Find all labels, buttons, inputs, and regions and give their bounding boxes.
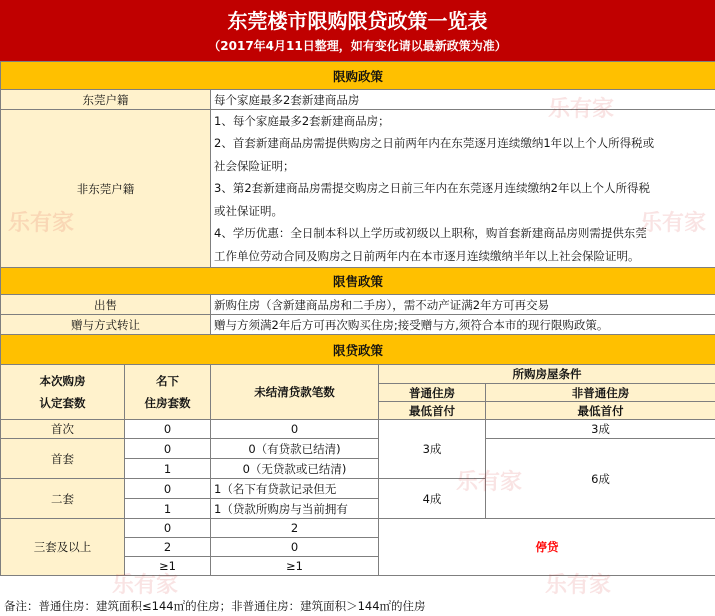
owned-count-header xyxy=(125,365,211,420)
loan-stopped-cell: 停贷 xyxy=(379,519,715,576)
local-value: 每个家庭最多2套新建商品房 xyxy=(211,90,715,110)
watermark-logo: 乐有家 xyxy=(456,470,523,495)
loan-heading: 限贷政策 xyxy=(1,335,715,365)
owned-count-header-line1: 名下 xyxy=(156,374,179,388)
nonlocal-rule-line: 社会保险证明； xyxy=(214,158,295,173)
loan-row-third-a xyxy=(1,519,715,538)
nonlocal-rule-line: 3、第2套新建商品房需提交购房之日前三年内在东莞逐月连续缴纳2年以上个人所得税 xyxy=(214,181,650,196)
local-label: 东莞户籍 xyxy=(1,90,211,110)
nonlocal-rule-line: 4、学历优惠：全日制本科以上学历或初级以上职称，购首套新建商品房则需提供东莞 xyxy=(214,226,647,241)
purchase-heading: 限购政策 xyxy=(1,62,715,90)
nonlocal-row xyxy=(1,110,715,268)
gift-value: 赠与方须满2年后方可再次购买住房;接受赠与方,须符合本市的现行限购政策。 xyxy=(211,315,715,335)
owned-count-cell: 0 xyxy=(125,420,211,439)
nonlocal-rule-line: 工作单位劳动合同及购房之日前两年内在本市逐月连续缴纳半年以上社会保险证明。 xyxy=(214,248,640,263)
first-nonnormal-down: 3成 xyxy=(486,420,715,439)
owned-count-cell: 0 xyxy=(125,479,211,499)
second-normal-down: 4成 xyxy=(379,479,486,519)
unsettled-cell: 0 xyxy=(211,420,379,439)
gift-row xyxy=(1,315,715,335)
nonlocal-rule-line: 1、每个家庭最多2套新建商品房； xyxy=(214,114,390,129)
loan-header-row-1 xyxy=(1,365,715,384)
unsettled-cell: 0（无贷款或已结清) xyxy=(211,459,379,479)
purchase-count-header-line1: 本次购房 xyxy=(39,374,86,388)
policy-table xyxy=(0,61,715,576)
purchase-count-header xyxy=(1,365,125,420)
category-cell: 三套及以上 xyxy=(1,519,125,576)
gift-label: 赠与方式转让 xyxy=(1,315,211,335)
first-tier-normal-down: 3成 xyxy=(379,420,486,479)
watermark-logo: 乐有家 xyxy=(548,97,615,122)
condition-header: 所购房屋条件 xyxy=(379,365,715,384)
nonnormal-header: 非普通住房 xyxy=(486,384,715,402)
loan-row-first-set-a xyxy=(1,439,715,459)
footnote: 备注：普通住房：建筑面积≤144㎡的住房；非普通住房：建筑面积＞144㎡的住房 xyxy=(4,599,426,613)
owned-count-cell: 0 xyxy=(125,519,211,538)
sell-row xyxy=(1,295,715,315)
unsettled-cell: 2 xyxy=(211,519,379,538)
unsettled-cell: 1（名下有贷款记录但无 xyxy=(211,479,379,499)
normal-header: 普通住房 xyxy=(379,384,486,402)
unsettled-cell: ≥1 xyxy=(211,557,379,576)
unsettled-cell: 0（有贷款已结清) xyxy=(211,439,379,459)
loan-section-row xyxy=(1,335,715,365)
sell-value: 新购住房（含新建商品房和二手房），需不动产证满2年方可再交易 xyxy=(211,295,715,315)
sell-label: 出售 xyxy=(1,295,211,315)
watermark-logo: 乐有家 xyxy=(8,211,75,236)
watermark-logo: 乐有家 xyxy=(112,573,179,598)
unsettled-cell: 1（贷款所购房与当前拥有 xyxy=(211,499,379,519)
owned-count-header-line2: 住房套数 xyxy=(144,396,191,410)
watermark-logo: 乐有家 xyxy=(545,573,612,598)
category-cell: 首套 xyxy=(1,439,125,479)
category-cell: 二套 xyxy=(1,479,125,519)
normal-min-down-header: 最低首付 xyxy=(379,402,486,420)
nonlocal-label: 非东莞户籍 xyxy=(1,110,211,268)
unsettled-cell: 0 xyxy=(211,538,379,557)
nonnormal-down-rest: 6成 xyxy=(486,439,715,519)
unsettled-loans-header: 未结清贷款笔数 xyxy=(211,365,379,420)
purchase-count-header-line2: 认定套数 xyxy=(39,396,86,410)
owned-count-cell: ≥1 xyxy=(125,557,211,576)
sale-heading: 限售政策 xyxy=(1,268,715,295)
nonnormal-min-down-header: 最低首付 xyxy=(486,402,715,420)
nonlocal-rules xyxy=(211,110,715,268)
owned-count-cell: 0 xyxy=(125,439,211,459)
page-subtitle: （2017年4月11日整理，如有变化请以最新政策为准） xyxy=(208,39,507,53)
owned-count-cell: 2 xyxy=(125,538,211,557)
page-title: 东莞楼市限购限贷政策一览表 xyxy=(227,9,488,33)
category-cell: 首次 xyxy=(1,420,125,439)
nonlocal-rule-line: 2、首套新建商品房需提供购房之日前两年内在东莞逐月连续缴纳1年以上个人所得税或 xyxy=(214,136,655,151)
owned-count-cell: 1 xyxy=(125,499,211,519)
owned-count-cell: 1 xyxy=(125,459,211,479)
purchase-section-row xyxy=(1,62,715,90)
loan-row-first xyxy=(1,420,715,439)
nonlocal-rule-line: 或社保证明。 xyxy=(214,203,283,218)
watermark-logo: 乐有家 xyxy=(640,211,707,236)
sale-section-row xyxy=(1,268,715,295)
